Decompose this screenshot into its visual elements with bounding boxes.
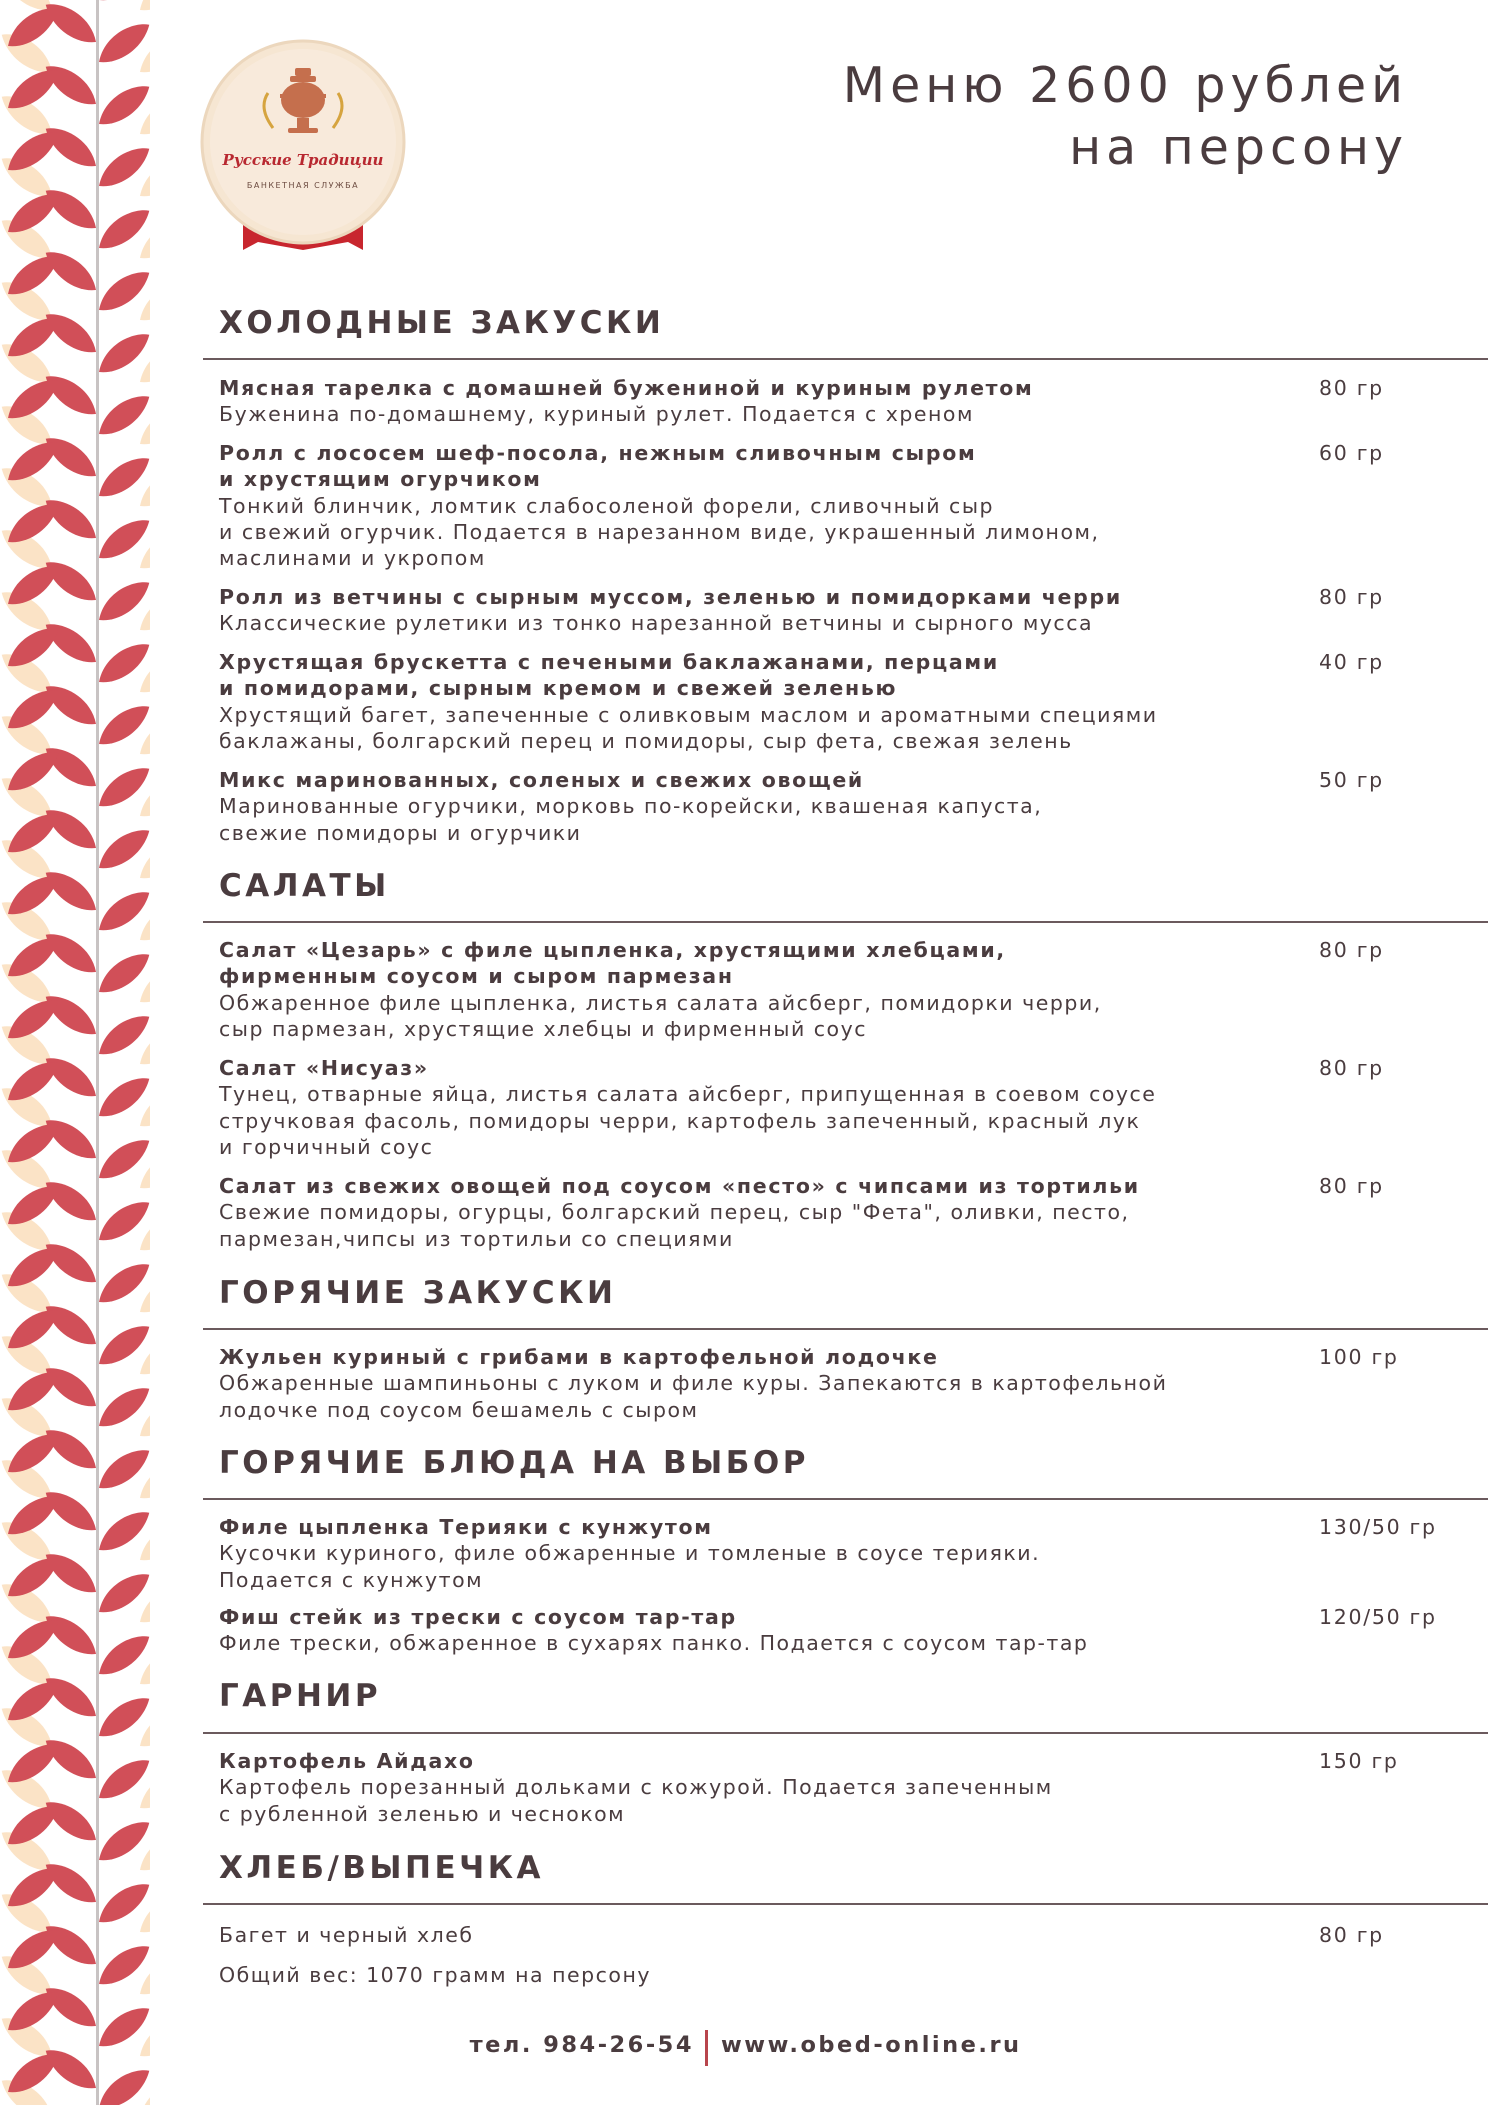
- leaf-icon: [94, 1945, 150, 1986]
- leaf-icon: [94, 705, 150, 746]
- leaf-icon: [94, 1635, 150, 1676]
- menu-title-line1: Меню 2600 рублей: [842, 57, 1408, 114]
- item-weight: 80 гр: [1319, 1923, 1384, 1947]
- item-name: Микс маринованных, соленых и свежих овощей: [219, 768, 864, 792]
- item-name: Мясная тарелка с домашней бужениной и куриным рулетом: [219, 376, 1034, 400]
- leaf-icon: [94, 953, 150, 994]
- section-title-salads: САЛАТЫ: [219, 868, 390, 904]
- item-description: Багет и черный хлеб: [219, 1923, 474, 1947]
- item-name: Ролл с лососем шеф-посола, нежным сливочным сыром и хрустящим огурчиком: [219, 441, 977, 492]
- item-weight: 150 гр: [1319, 1749, 1399, 1773]
- leaf-icon: [94, 519, 150, 560]
- item-weight: 80 гр: [1319, 1056, 1384, 1080]
- item-description: Кусочки куриного, филе обжаренные и томленые в соусе терияки. Подается с кунжутом: [219, 1541, 1041, 1592]
- leaf-icon: [135, 0, 150, 12]
- menu-item: [219, 937, 1384, 1042]
- menu-item: [219, 375, 1384, 428]
- leaf-pattern-border: [0, 0, 150, 2105]
- leaf-icon: [3, 1061, 64, 1102]
- website-link[interactable]: www.obed-online.ru: [721, 2032, 1022, 2058]
- leaf-icon: [94, 395, 150, 436]
- item-description: Буженина по-домашнему, куриный рулет. Подается с хреном: [219, 402, 974, 427]
- total-weight: Общий вес: 1070 грамм на персону: [219, 1963, 651, 1987]
- company-logo: [198, 38, 408, 262]
- leaf-icon: [3, 1929, 64, 1970]
- item-description: Картофель порезанный дольками с кожурой. Подается запеченным с рубленной зеленью и чесноком: [219, 1775, 1053, 1826]
- footer-divider: [705, 2030, 708, 2066]
- leaf-icon: [94, 1883, 150, 1924]
- leaf-icon: [94, 891, 150, 932]
- leaf-icon: [94, 147, 150, 188]
- leaf-icon: [3, 1433, 64, 1474]
- leaf-icon: [94, 581, 150, 622]
- leaf-icon: [3, 1371, 64, 1412]
- section-divider: [203, 358, 1488, 360]
- item-description: Тонкий блинчик, ломтик слабосоленой форели, сливочный сыр и свежий огурчик. Подается в нарезанном виде, украшенный лимоном, маслинами и укропом: [219, 493, 1100, 571]
- leaf-icon: [94, 271, 150, 312]
- leaf-icon: [94, 23, 150, 64]
- leaf-icon: [94, 2069, 150, 2105]
- menu-item: [219, 584, 1384, 637]
- leaf-icon: [3, 627, 64, 668]
- section-title-hot-appetizers: ГОРЯЧИЕ ЗАКУСКИ: [219, 1275, 617, 1311]
- menu-item: [219, 1604, 1437, 1657]
- section-divider: [203, 1498, 1488, 1500]
- item-name: Салат «Нисуаз»: [219, 1056, 429, 1080]
- leaf-icon: [3, 875, 64, 916]
- menu-item: [219, 1344, 1399, 1423]
- item-description: Тунец, отварные яйца, листья салата айсберг, припущенная в соевом соусе стручковая фасоль, помидоры черри, картофель запеченный, красный лук и горчичный соус: [219, 1082, 1157, 1159]
- leaf-icon: [3, 69, 64, 110]
- item-weight: 120/50 гр: [1319, 1605, 1437, 1629]
- section-divider: [203, 1328, 1488, 1330]
- item-name: Жульен куриный с грибами в картофельной лодочке: [219, 1345, 939, 1369]
- menu-item: [219, 649, 1384, 754]
- leaf-icon: [3, 937, 64, 978]
- leaf-icon: [3, 1681, 64, 1722]
- leaf-icon: [94, 0, 150, 2]
- leaf-icon: [3, 7, 64, 48]
- section-title-cold-appetizers: ХОЛОДНЫЕ ЗАКУСКИ: [219, 305, 665, 341]
- leaf-icon: [3, 503, 64, 544]
- leaf-icon: [94, 1325, 150, 1366]
- item-description: Хрустящий багет, запеченные с оливковым маслом и ароматными специями баклажаны, болгарский перец и помидоры, сыр фета, свежая зелень: [219, 702, 1158, 753]
- leaf-icon: [3, 131, 64, 172]
- leaf-icon: [3, 1309, 64, 1350]
- item-name: Филе цыпленка Терияки с кунжутом: [219, 1515, 713, 1539]
- leaf-icon: [94, 85, 150, 126]
- leaf-icon: [94, 457, 150, 498]
- menu-item: [219, 440, 1384, 571]
- item-description: Маринованные огурчики, морковь по-корейски, квашеная капуста, свежие помидоры и огурчики: [219, 794, 1043, 845]
- leaf-icon: [3, 255, 64, 296]
- item-name: Салат «Цезарь» с филе цыпленка, хрустящими хлебцами, фирменным соусом и сыром пармезан: [219, 938, 1006, 989]
- leaf-icon: [3, 193, 64, 234]
- leaf-icon: [94, 1821, 150, 1862]
- item-description: Обжаренные шампиньоны с луком и филе куры. Запекаются в картофельной лодочке под соусом бешамель с сыром: [219, 1371, 1168, 1422]
- item-weight: 80 гр: [1319, 585, 1384, 609]
- menu-item: [219, 1055, 1384, 1160]
- section-title-garnish: ГАРНИР: [219, 1678, 382, 1714]
- leaf-icon: [3, 565, 64, 606]
- leaf-icon: [3, 1805, 64, 1846]
- leaf-icon: [94, 767, 150, 808]
- leaf-icon: [94, 1511, 150, 1552]
- leaf-icon: [3, 1867, 64, 1908]
- item-description: Свежие помидоры, огурцы, болгарский перец, сыр "Фета", оливки, песто, пармезан,чипсы из тортильи со специями: [219, 1200, 1130, 1251]
- item-name: Хрустящая брускетта с печеными баклажанами, перцами и помидорами, сырным кремом и свежей зеленью: [219, 650, 999, 701]
- section-divider: [203, 1732, 1488, 1734]
- item-weight: 80 гр: [1319, 938, 1384, 962]
- leaf-icon: [3, 1123, 64, 1164]
- leaf-icon: [94, 1015, 150, 1056]
- item-weight: 40 гр: [1319, 650, 1384, 674]
- item-weight: 80 гр: [1319, 1174, 1384, 1198]
- leaf-icon: [3, 1619, 64, 1660]
- leaf-icon: [94, 1449, 150, 1490]
- footer-contacts: [0, 2030, 1488, 2066]
- item-weight: 80 гр: [1319, 376, 1384, 400]
- menu-title-line2: на персону: [1069, 119, 1408, 176]
- menu-item: [219, 1173, 1384, 1252]
- item-weight: 60 гр: [1319, 441, 1384, 465]
- item-name: Фиш стейк из трески с соусом тар-тар: [219, 1605, 737, 1629]
- leaf-icon: [3, 1495, 64, 1536]
- menu-item: [219, 1748, 1399, 1827]
- leaf-icon: [3, 1557, 64, 1598]
- leaf-icon: [94, 643, 150, 684]
- item-name: Салат из свежих овощей под соусом «песто» с чипсами из тортильи: [219, 1174, 1140, 1198]
- item-description: Классические рулетики из тонко нарезанной ветчины и сырного мусса: [219, 611, 1094, 636]
- leaf-icon: [94, 1697, 150, 1738]
- item-weight: 50 гр: [1319, 768, 1384, 792]
- section-divider: [203, 921, 1488, 923]
- leaf-icon: [94, 209, 150, 250]
- item-name: Картофель Айдахо: [219, 1749, 475, 1773]
- leaf-icon: [3, 999, 64, 1040]
- leaf-icon: [94, 1759, 150, 1800]
- section-title-hot-dishes: ГОРЯЧИЕ БЛЮДА НА ВЫБОР: [219, 1445, 809, 1481]
- svg-text:Русские Традиции: Русские Традиции: [222, 151, 384, 169]
- item-weight: 100 гр: [1319, 1345, 1399, 1369]
- menu-item: [219, 1514, 1437, 1593]
- item-description: Филе трески, обжаренное в сухарях панко. Подается с соусом тар-тар: [219, 1631, 1089, 1656]
- menu-item: [219, 767, 1384, 846]
- leaf-icon: [94, 1573, 150, 1614]
- leaf-icon: [3, 1743, 64, 1784]
- leaf-icon: [3, 813, 64, 854]
- menu-item: [219, 1922, 1384, 1948]
- leaf-icon: [3, 1247, 64, 1288]
- leaf-icon: [3, 379, 64, 420]
- leaf-icon: [94, 1263, 150, 1304]
- leaf-icon: [94, 1201, 150, 1242]
- svg-text:БАНКЕТНАЯ СЛУЖБА: БАНКЕТНАЯ СЛУЖБА: [246, 181, 360, 190]
- leaf-icon: [94, 333, 150, 374]
- menu-title: [843, 55, 1408, 179]
- leaf-icon: [94, 1077, 150, 1118]
- leaf-icon: [3, 689, 64, 730]
- leaf-icon: [3, 1185, 64, 1226]
- leaf-icon: [94, 829, 150, 870]
- leaf-icon: [3, 751, 64, 792]
- item-name: Ролл из ветчины с сырным муссом, зеленью и помидорками черри: [219, 585, 1122, 609]
- phone-number[interactable]: тел. 984-26-54: [469, 2032, 694, 2058]
- item-description: Обжаренное филе цыпленка, листья салата айсберг, помидорки черри, сыр пармезан, хрустящие хлебцы и фирменный соус: [219, 990, 1102, 1041]
- leaf-icon: [3, 317, 64, 358]
- section-title-bread: ХЛЕБ/ВЫПЕЧКА: [219, 1850, 545, 1886]
- item-weight: 130/50 гр: [1319, 1515, 1437, 1539]
- leaf-icon: [3, 441, 64, 482]
- leaf-icon: [3, 1991, 64, 2032]
- leaf-stem: [96, 0, 99, 2105]
- leaf-icon: [94, 1387, 150, 1428]
- leaf-icon: [94, 1139, 150, 1180]
- section-divider: [203, 1903, 1488, 1905]
